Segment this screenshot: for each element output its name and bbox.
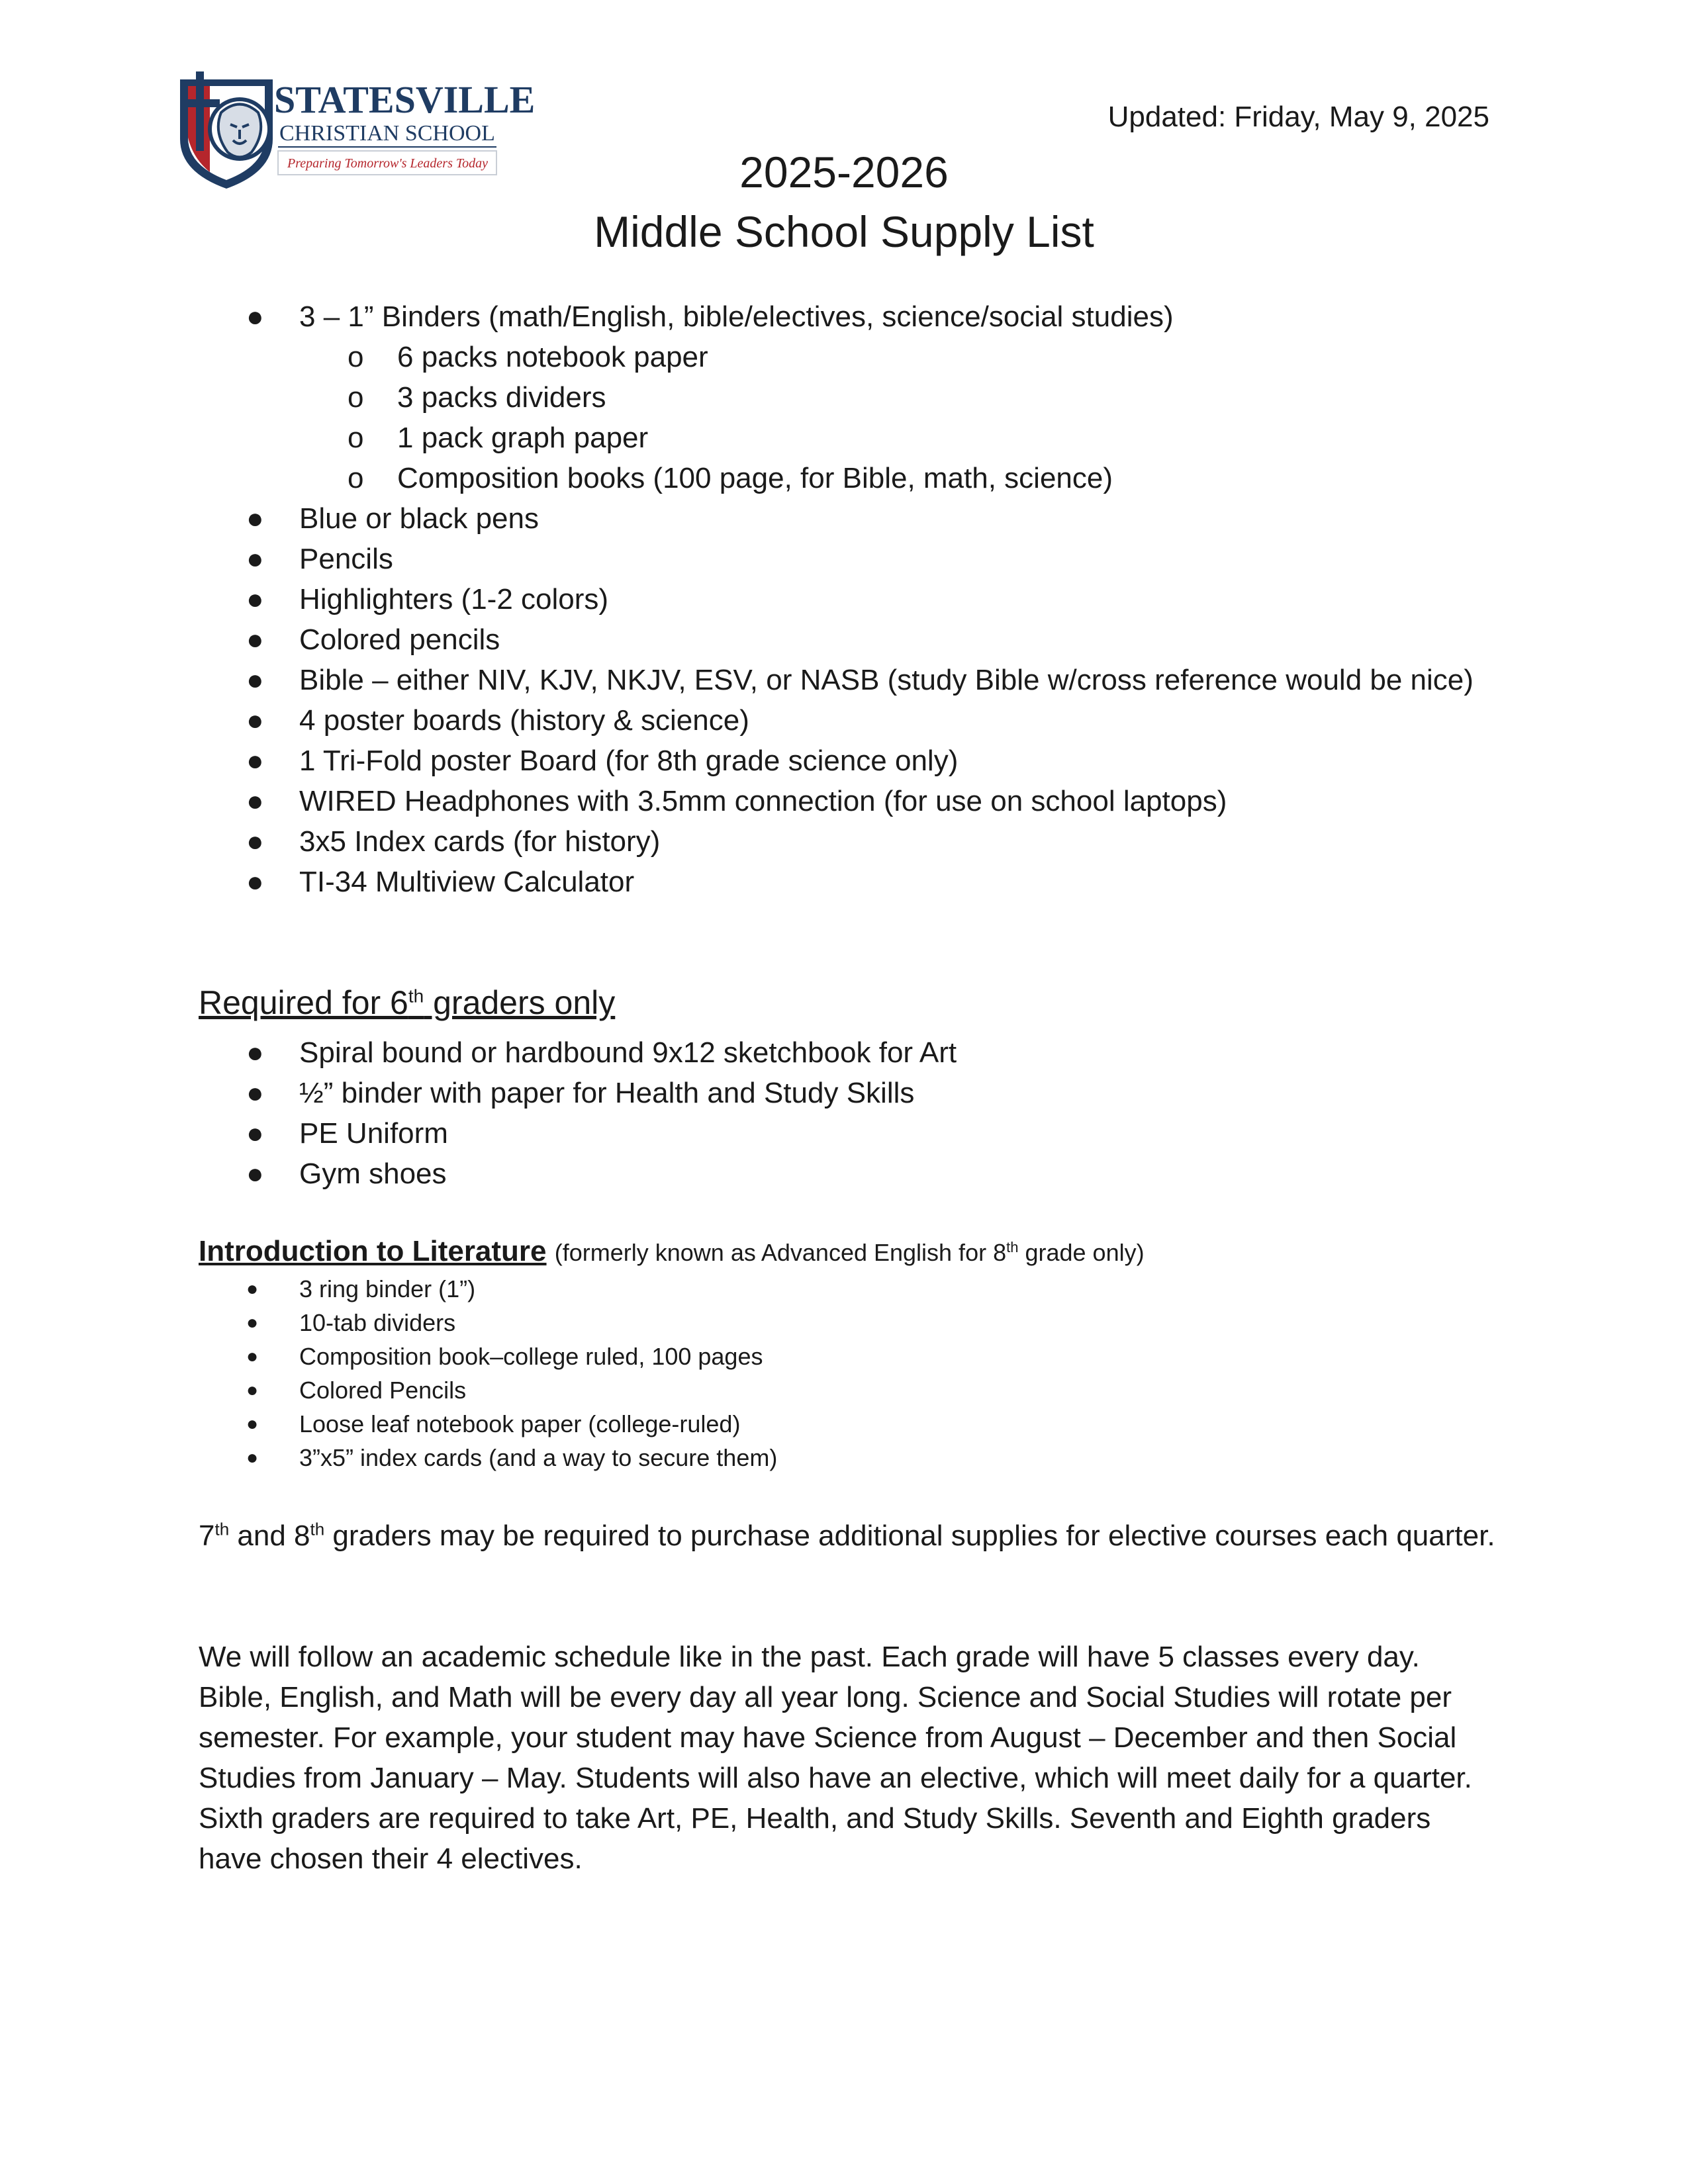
- sixth-grade-list: [199, 1032, 1489, 1194]
- list-item-text: 4 poster boards (history & science): [299, 704, 749, 737]
- sub-list-item: [199, 337, 1489, 377]
- paragraph-superscript: th: [310, 1519, 325, 1539]
- bullet-icon: ●: [246, 664, 264, 696]
- list-item-text: Composition books (100 page, for Bible, math, science): [397, 462, 1113, 494]
- list-item-text: Gym shoes: [299, 1158, 447, 1190]
- list-item-text: 3 – 1” Binders (math/English, bible/electives, science/social studies): [299, 300, 1174, 333]
- list-item: [199, 781, 1489, 821]
- list-item-text: 1 Tri-Fold poster Board (for 8th grade science only): [299, 745, 959, 777]
- bullet-icon: ●: [246, 300, 264, 333]
- note-superscript: th: [1006, 1239, 1019, 1255]
- list-item-text: 3 packs dividers: [397, 381, 606, 414]
- bullet-icon: ●: [246, 785, 264, 817]
- list-item-text: 10-tab dividers: [299, 1309, 456, 1336]
- bullet-icon: ●: [246, 1447, 259, 1469]
- list-item: [199, 741, 1489, 781]
- bullet-icon: ●: [246, 543, 264, 575]
- schedule-paragraph: We will follow an academic schedule like in the past. Each grade will have 5 classes every day. Bible, English, and Math will be every day all year long. Science and Social Studies will rotate per semester. For example, your student may have Science from August – December and then Social Studies from January – May. Students will also have an elective, which will meet daily for a quarter. Sixth graders are required to take Art, PE, Health, and Study Skills. Seventh and Eighth graders have chosen their 4 electives.: [199, 1641, 1472, 1875]
- list-item-text: WIRED Headphones with 3.5mm connection (for use on school laptops): [299, 785, 1227, 817]
- heading-note: [555, 1239, 1145, 1266]
- list-item: [199, 498, 1489, 539]
- list-item-text: Bible – either NIV, KJV, NKJV, ESV, or NASB (study Bible w/cross reference would be nice): [299, 664, 1474, 696]
- paragraph-text: 7: [199, 1520, 215, 1552]
- list-item: [199, 1441, 1489, 1475]
- logo-subname: CHRISTIAN SCHOOL: [279, 121, 495, 146]
- bullet-icon: ●: [246, 1413, 259, 1435]
- bullet-icon: ●: [246, 1077, 264, 1109]
- note-text: (formerly known as Advanced English for 8: [554, 1239, 1007, 1266]
- sub-list-item: [199, 418, 1489, 458]
- list-item-text: Pencils: [299, 543, 393, 575]
- list-item-text: Composition book–college ruled, 100 pages: [299, 1343, 763, 1370]
- sixth-grade-heading: [199, 983, 615, 1022]
- list-item: [199, 700, 1489, 741]
- list-item: [199, 1154, 1489, 1194]
- list-item: [199, 1407, 1489, 1441]
- sub-bullet-icon: o: [348, 422, 364, 454]
- title-year: 2025-2026: [739, 148, 949, 197]
- bullet-icon: ●: [246, 623, 264, 656]
- list-item-text: Colored pencils: [299, 623, 500, 656]
- sub-bullet-icon: o: [348, 462, 364, 494]
- intro-lit-list: [199, 1272, 1489, 1475]
- bullet-icon: ●: [246, 1158, 264, 1190]
- heading-text: Required for 6: [199, 984, 408, 1021]
- heading-text: graders only: [424, 984, 616, 1021]
- list-item-text: Loose leaf notebook paper (college-ruled): [299, 1410, 741, 1437]
- intro-lit-heading: [199, 1235, 1145, 1268]
- list-item-text: 3”x5” index cards (and a way to secure them): [299, 1444, 778, 1471]
- list-item-text: Colored Pencils: [299, 1377, 467, 1404]
- bullet-icon: ●: [246, 1278, 259, 1300]
- bullet-icon: ●: [246, 502, 264, 535]
- list-item: [199, 1113, 1489, 1154]
- list-item: [199, 1306, 1489, 1340]
- sub-bullet-icon: o: [348, 341, 364, 373]
- page-title: [0, 142, 1688, 261]
- bullet-icon: ●: [246, 745, 264, 777]
- list-item: [199, 296, 1489, 337]
- list-item-text: Blue or black pens: [299, 502, 539, 535]
- list-item: [199, 579, 1489, 619]
- list-item: [199, 660, 1489, 700]
- list-item: [199, 1032, 1489, 1073]
- bullet-icon: ●: [246, 1117, 264, 1150]
- bullet-icon: ●: [246, 866, 264, 898]
- list-item: [199, 1340, 1489, 1373]
- bullet-icon: ●: [246, 1036, 264, 1069]
- list-item: [199, 619, 1489, 660]
- list-item-text: ½” binder with paper for Health and Study Skills: [299, 1077, 915, 1109]
- paragraph-text: graders may be required to purchase additional supplies for elective courses each quarter.: [324, 1520, 1495, 1552]
- bullet-icon: ●: [246, 1345, 259, 1367]
- list-item: [199, 539, 1489, 579]
- list-item: [199, 821, 1489, 862]
- list-item-text: Spiral bound or hardbound 9x12 sketchbook for Art: [299, 1036, 957, 1069]
- supply-list: [199, 296, 1489, 902]
- list-item: [199, 1272, 1489, 1306]
- sub-bullet-icon: o: [348, 381, 364, 414]
- bullet-icon: ●: [246, 1379, 259, 1401]
- electives-note: [199, 1516, 1496, 1556]
- paragraph-superscript: th: [214, 1519, 230, 1539]
- list-item-text: 3 ring binder (1”): [299, 1275, 476, 1302]
- list-item: [199, 1373, 1489, 1407]
- heading-text: Introduction to Literature: [199, 1235, 547, 1267]
- sub-list-item: [199, 458, 1489, 498]
- list-item-text: 6 packs notebook paper: [397, 341, 708, 373]
- logo-name: STATESVILLE: [274, 78, 536, 121]
- title-text: Middle School Supply List: [594, 207, 1094, 256]
- list-item-text: 3x5 Index cards (for history): [299, 825, 661, 858]
- sub-list-item: [199, 377, 1489, 418]
- list-item-text: 1 pack graph paper: [397, 422, 649, 454]
- logo-tagline: Preparing Tomorrow's Leaders Today: [287, 156, 489, 171]
- list-item-text: Highlighters (1-2 colors): [299, 583, 609, 615]
- bullet-icon: ●: [246, 583, 264, 615]
- list-item-text: TI-34 Multiview Calculator: [299, 866, 635, 898]
- bullet-icon: ●: [246, 825, 264, 858]
- bullet-icon: ●: [246, 704, 264, 737]
- list-item: [199, 862, 1489, 902]
- updated-date: Updated: Friday, May 9, 2025: [1107, 101, 1489, 133]
- heading-superscript: th: [408, 985, 424, 1007]
- list-item: [199, 1073, 1489, 1113]
- paragraph-text: and 8: [229, 1520, 310, 1552]
- list-item-text: PE Uniform: [299, 1117, 448, 1150]
- bullet-icon: ●: [246, 1312, 259, 1334]
- note-text: grade only): [1018, 1239, 1145, 1266]
